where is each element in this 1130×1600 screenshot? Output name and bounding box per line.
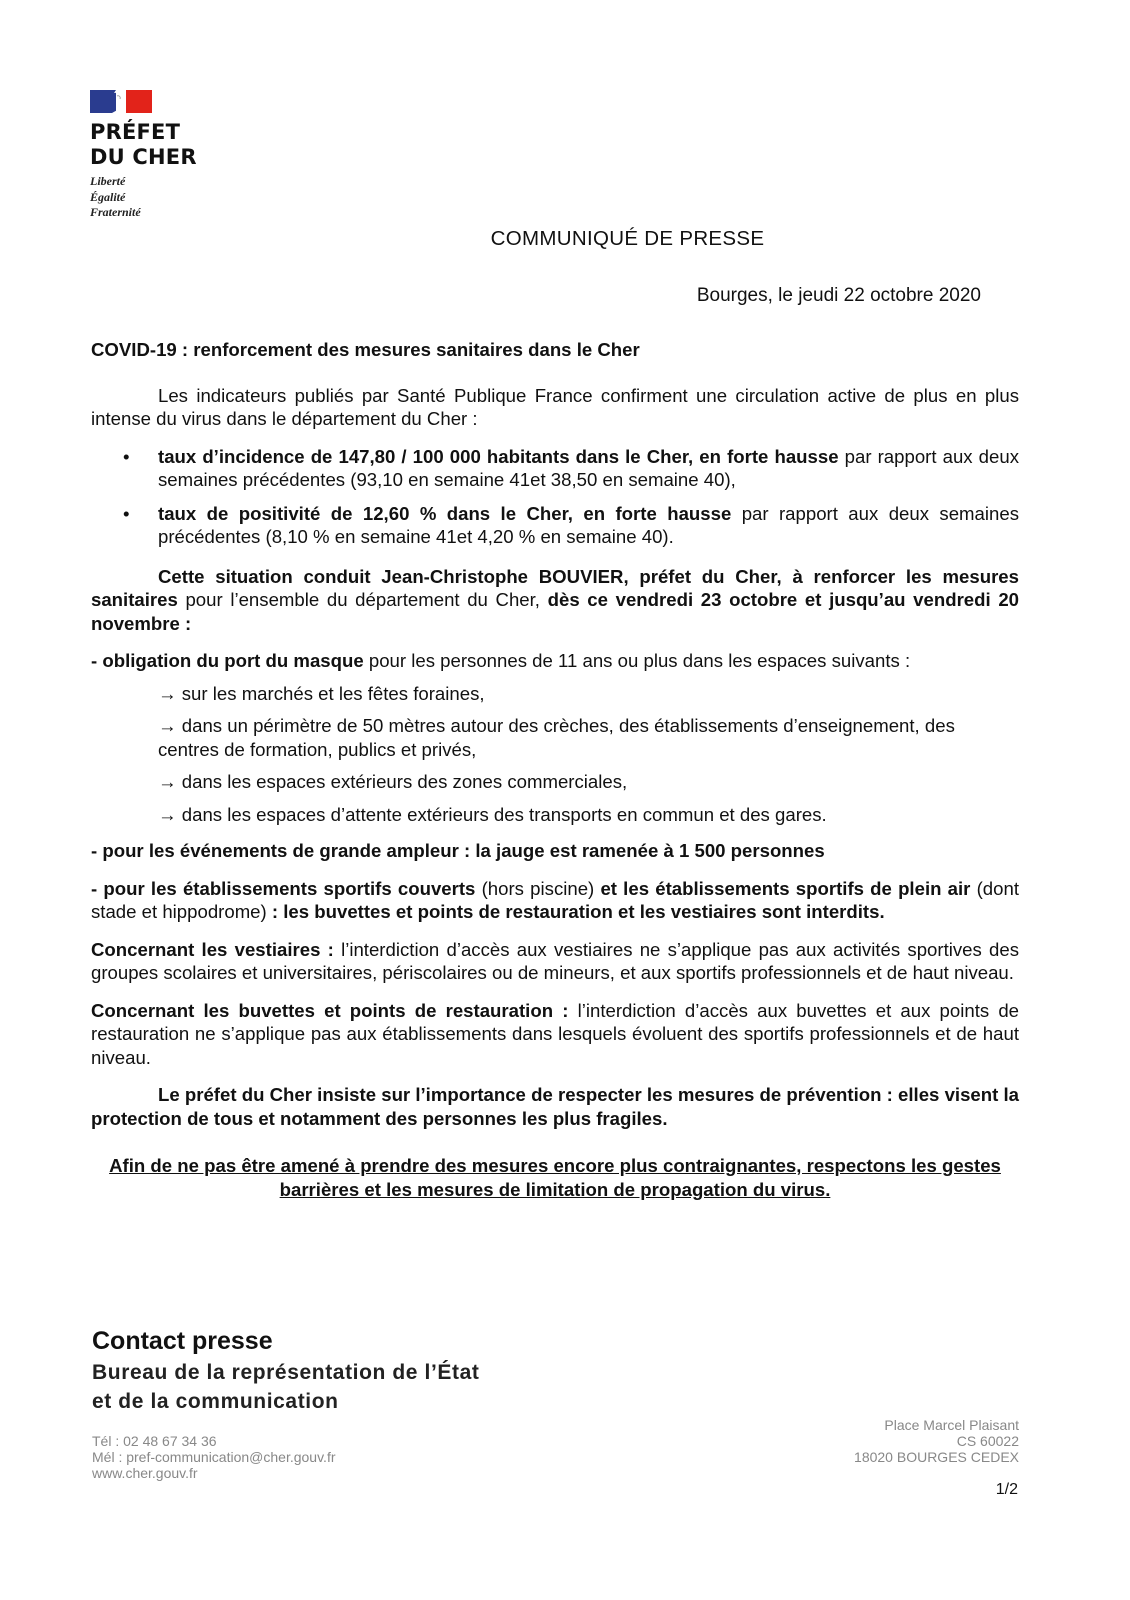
situation-paragraph [91,565,1019,636]
intro-paragraph: Les indicateurs publiés par Santé Publique France confirment une circulation active de plus en plus intense du virus dans le département du Cher : [91,384,1019,429]
logo-title [90,120,250,170]
buvettes-bold: Concernant les buvettes et points de restauration : [91,999,569,1021]
contact-office-line-1: Bureau de la représentation de l’État [92,1361,480,1384]
logo-line-1: PRÉFET [90,120,181,144]
list-item [91,445,1019,492]
address-line-3: 18020 BOURGES CEDEX [854,1449,1019,1465]
sports-bold-3: : les buvettes et points de restauration et les vestiaires sont interdits. [271,901,885,922]
document-body [91,338,1019,1201]
document-type: COMMUNIQUÉ DE PRESSE [490,227,765,250]
events-paragraph: - pour les événements de grande ampleur : la jauge est ramenée à 1 500 personnes [91,840,825,861]
indicators-list [91,445,1019,549]
list-item: → sur les marchés et les fêtes foraines, [158,682,485,704]
marianne-flag-icon [90,90,152,113]
bullet-bold: taux de positivité de 12,60 % dans le Cher, en forte hausse [158,502,732,524]
sports-bold-2: et les établissements sportifs de plein air [600,877,971,899]
list-item: → dans un périmètre de 50 mètres autour des crèches, des établissements d’enseignement, des centres de formation, publics et privés, [158,715,955,760]
motto-fraternite: Fraternité [90,205,141,219]
mask-bold: - obligation du port du masque [91,650,364,671]
sports-paragraph [91,877,1019,924]
closing-statement: Afin de ne pas être amené à prendre des mesures encore plus contraignantes, respectons les gestes barrières et les mesures de limitation de propagation du virus. [109,1155,1001,1200]
logo-line-2: DU CHER [90,145,197,169]
contact-details [92,1433,336,1481]
motto-liberte: Liberté [90,174,126,188]
contact-email[interactable]: Mél : pref-communication@cher.gouv.fr [92,1449,336,1465]
sports-text-2: (dont stade et hippodrome) [91,877,1019,922]
situation-text: pour l’ensemble du département du Cher, [177,589,548,610]
list-item [91,502,1019,549]
buvettes-paragraph [91,999,1019,1070]
page-number: 1/2 [995,1481,1018,1498]
address-line-1: Place Marcel Plaisant [884,1417,1019,1433]
vestiaires-bold: Concernant les vestiaires : [91,938,334,960]
document-date: Bourges, le jeudi 22 octobre 2020 [696,285,981,306]
list-item: → dans les espaces extérieurs des zones commerciales, [158,771,628,792]
sports-text-1: (hors piscine) [475,877,601,899]
contact-website[interactable]: www.cher.gouv.fr [92,1465,198,1481]
situation-bold-1: Cette situation conduit Jean-Christophe BOUVIER, préfet du Cher, à renforcer les mesures sanitaires [91,565,1019,610]
mask-paragraph [91,649,1019,673]
contact-title: Contact presse [92,1327,273,1355]
postal-address [854,1417,1019,1465]
motto-egalite: Égalité [90,189,126,204]
contact-office-line-2: et de la communication [92,1390,339,1413]
vestiaires-paragraph [91,938,1019,985]
motto [90,174,210,221]
mask-places-list [91,682,1019,827]
contact-block [92,1324,479,1416]
contact-phone: Tél : 02 48 67 34 36 [92,1433,217,1449]
address-line-2: CS 60022 [956,1433,1019,1449]
bullet-text: par rapport aux deux semaines précédentes (93,10 en semaine 41et 38,50 en semaine 40), [158,445,1019,490]
bullet-text: par rapport aux deux semaines précédentes (8,10 % en semaine 41et 4,20 % en semaine 40). [158,502,1019,547]
mask-text: pour les personnes de 11 ans ou plus dans les espaces suivants : [363,650,911,671]
sports-bold-1: - pour les établissements sportifs couverts [91,877,476,899]
vestiaires-text: l’interdiction d’accès aux vestiaires ne s’applique pas aux activités sportives des groupes scolaires et universitaires, périscolaires ou de mineurs, et aux sportifs professionnels et de haut niveau. [91,938,1020,983]
bullet-icon: • [123,502,130,524]
buvettes-text: l’interdiction d’accès aux buvettes et aux points de restauration ne s’applique pas aux établissements dans lesquels évoluent des sportifs professionnels et de haut niveau. [91,999,1020,1068]
subject-line: COVID-19 : renforcement des mesures sanitaires dans le Cher [91,339,640,360]
situation-bold-2: dès ce vendredi 23 octobre et jusqu’au vendredi 20 novembre : [91,589,1019,634]
insist-paragraph: Le préfet du Cher insiste sur l’importance de respecter les mesures de prévention : elles visent la protection de tous et notamment des personnes les plus fragiles. [91,1084,1019,1129]
bullet-icon: • [123,445,130,467]
bullet-bold: taux d’incidence de 147,80 / 100 000 habitants dans le Cher, en forte hausse [158,445,839,467]
list-item: → dans les espaces d’attente extérieurs des transports en commun et des gares. [158,803,827,825]
